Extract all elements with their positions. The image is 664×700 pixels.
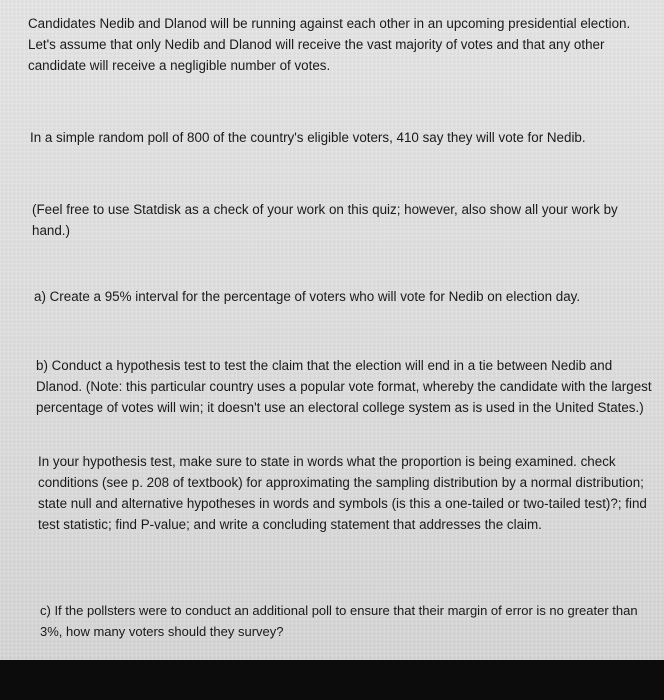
bottom-dark-bar <box>0 660 664 700</box>
part-a-question: a) Create a 95% interval for the percentage of voters who will vote for Nedib on election day. <box>34 289 581 304</box>
poll-paragraph: In a simple random poll of 800 of the country's eligible voters, 410 say they will vote for Nedib. <box>30 130 586 145</box>
part-c-question: c) If the pollsters were to conduct an additional poll to ensure that their margin of error is no greater than 3%, how many voters should they survey? <box>40 603 638 639</box>
statdisk-note: (Feel free to use Statdisk as a check of your work on this quiz; however, also show all your work by hand.) <box>32 202 618 238</box>
part-b-question: b) Conduct a hypothesis test to test the claim that the election will end in a tie between Nedib and Dlanod. (Note: this particular country uses a popular vote format, whereby the candidate with the largest percentage of votes will win; it doesn't use an electoral college system as is used in the United States.) <box>36 358 652 415</box>
intro-paragraph: Candidates Nedib and Dlanod will be running against each other in an upcoming presidential election. Let's assume that only Nedib and Dlanod will receive the vast majority of votes and that any other candidate will receive a negligible number of votes. <box>28 16 631 73</box>
part-b-instructions: In your hypothesis test, make sure to state in words what the proportion is being examined. check conditions (see p. 208 of textbook) for approximating the sampling distribution by a normal distribution; state null and alternative hypotheses in words and symbols (is this a one-tailed or two-tailed test)?; find test statistic; find P-value; and write a concluding statement that addresses the claim. <box>38 454 647 532</box>
